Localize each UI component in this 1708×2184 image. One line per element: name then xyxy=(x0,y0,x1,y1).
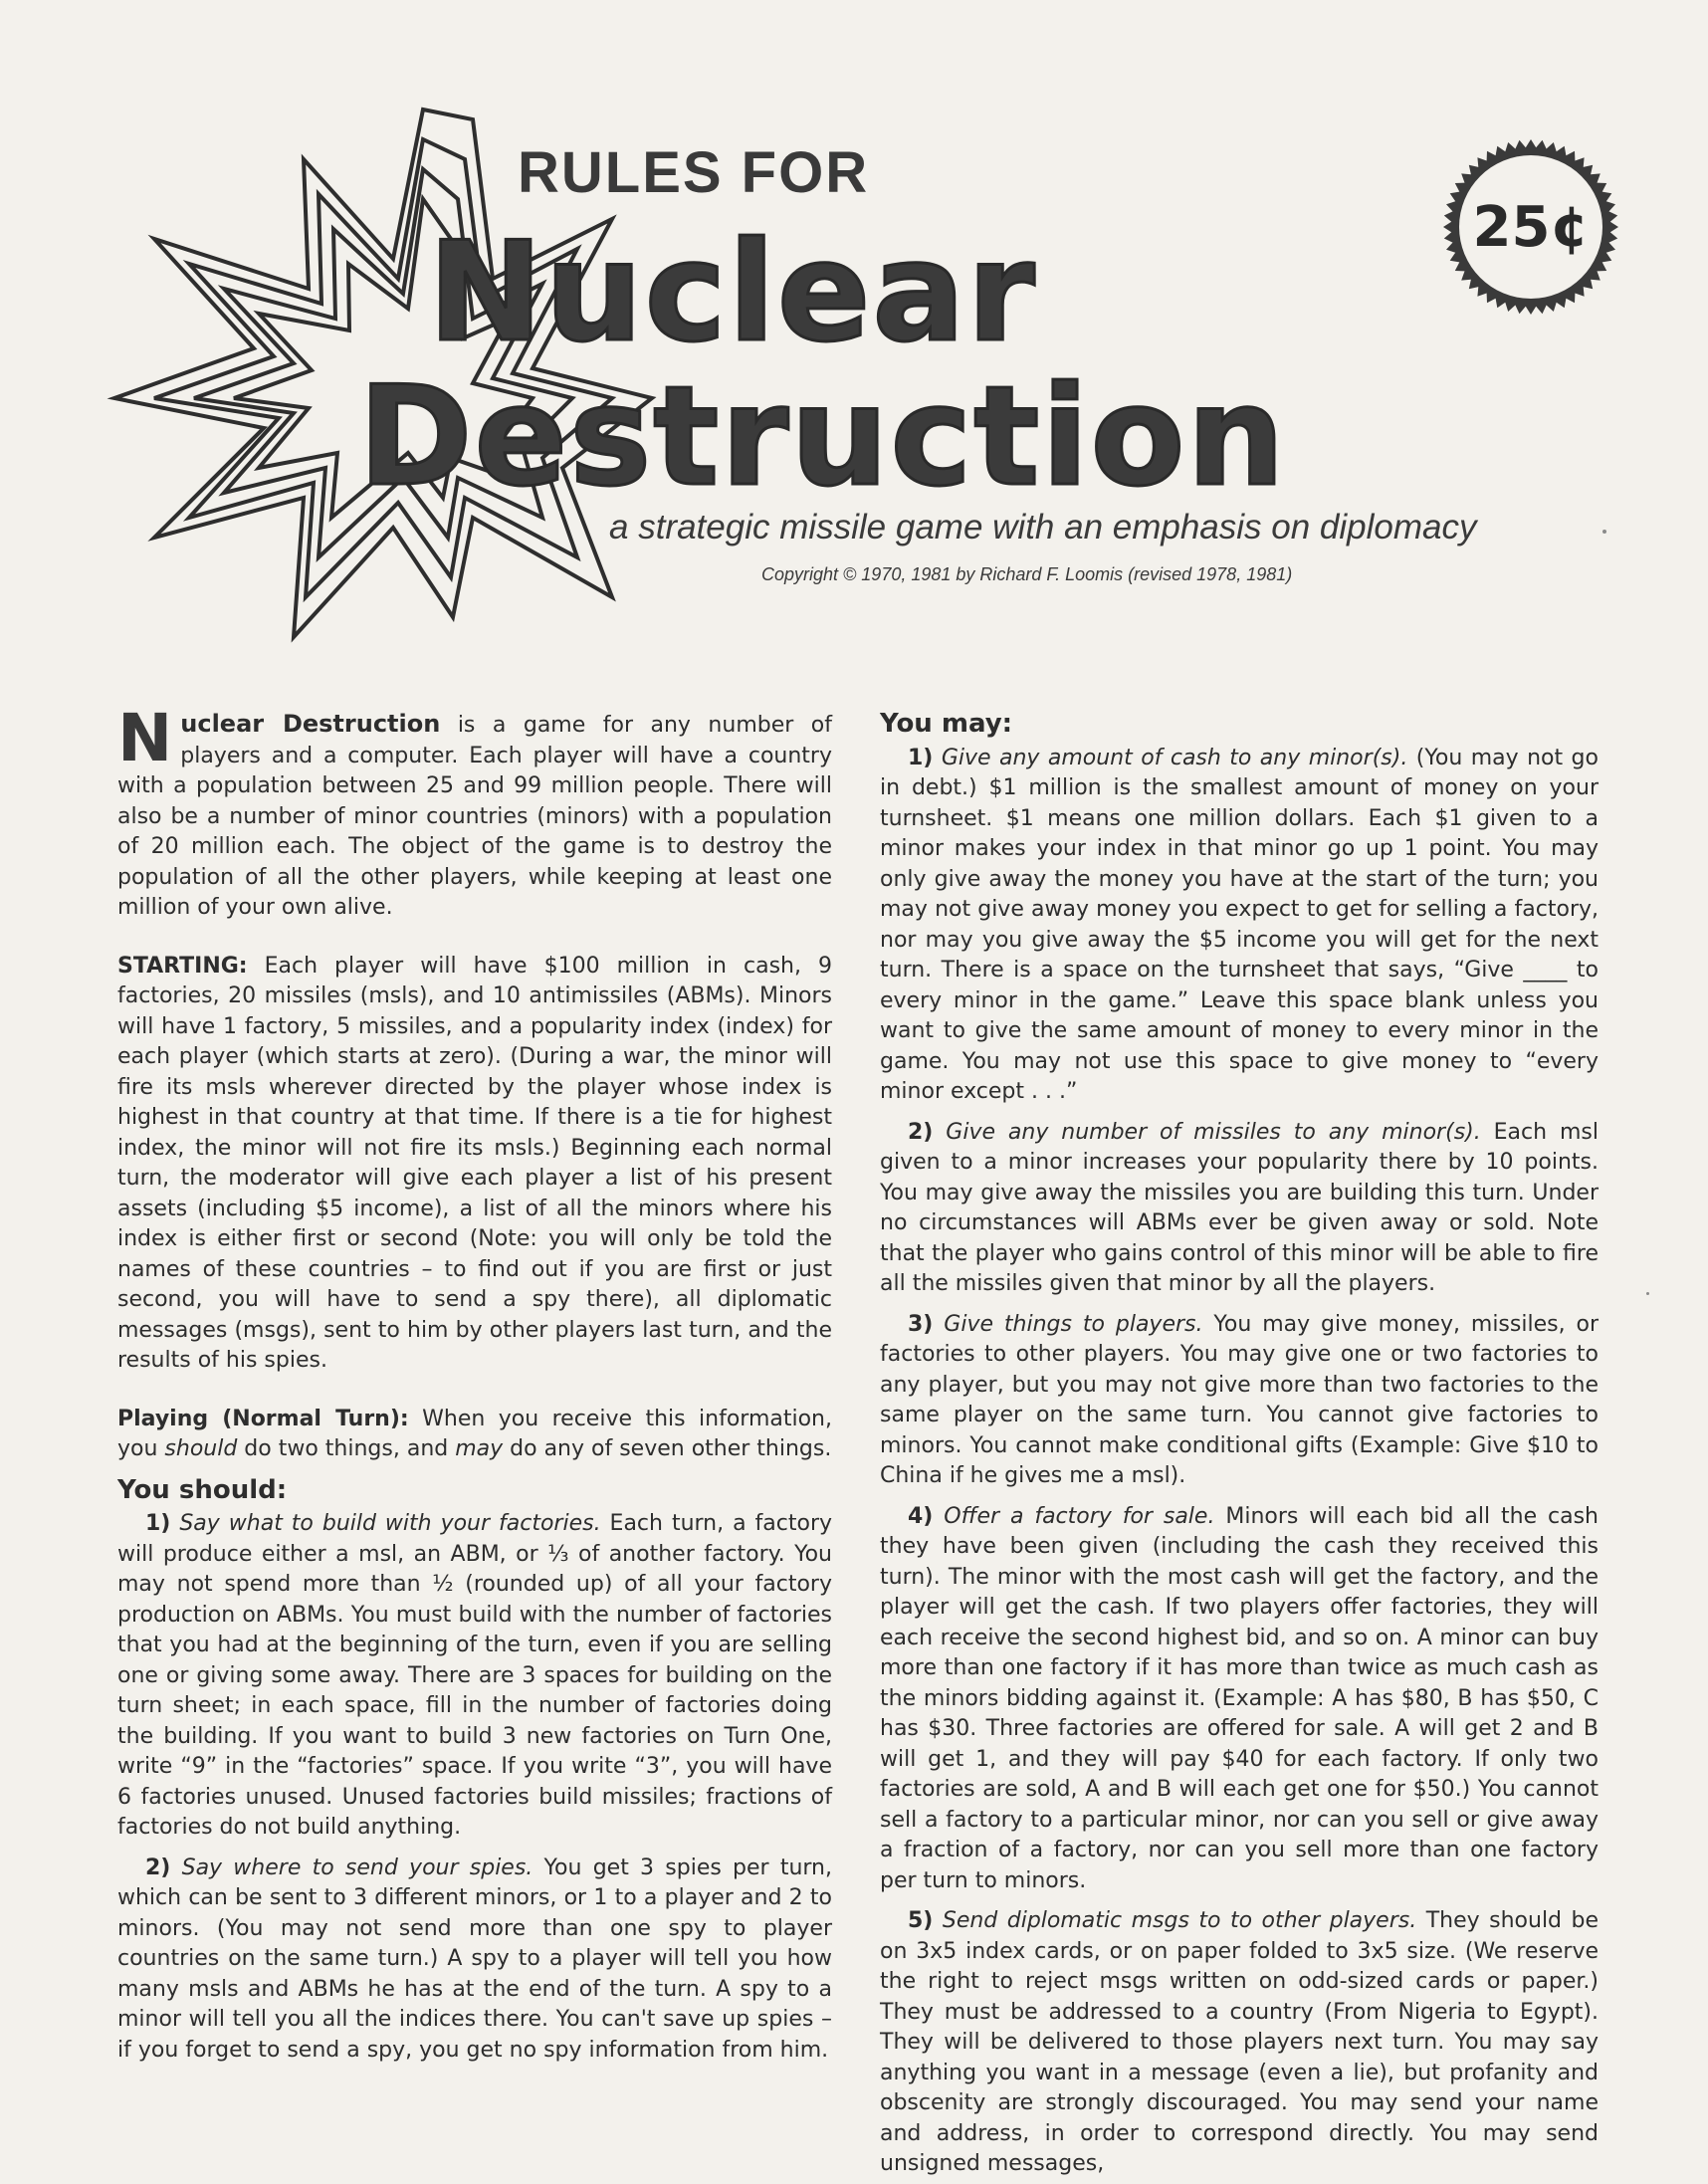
playing-text-a: When you receive this information, you xyxy=(117,1406,832,1461)
item-lead: Give things to players. xyxy=(933,1311,1203,1337)
title-nuclear: Nuclear xyxy=(428,212,1037,372)
playing-should: should xyxy=(164,1436,238,1461)
may-item-5 xyxy=(880,1906,1599,2180)
item-text: Minors will each bid all the cash they have been given (including the cash they received this turn). The minor with the most cash will get the factory, and the player will get the cash. If two players offer factories, they will each receive the second highest bid, and so on. A minor can buy more than one factory if it has more than twice as much cash as the minors bidding against it. (Example: A has $80, B has $50, C has $30. Three factories are offered for sale. A will get 2 and B will get 1, and they will pay $40 for each factory. If only two factories are sold, A and B will each get one for $50.) You cannot sell a factory to a particular minor, nor can you sell or give away a fraction of a factory, nor can you sell more than one factory per turn to minors. xyxy=(880,1503,1599,1893)
starting-text: Each player will have $100 million in cash, 9 factories, 20 missiles (msls), and 10 antimissiles (ABMs). Minors will have 1 factory, 5 missiles, and a popularity index (index) for each player (which starts at zero). (During a war, the minor will fire its msls wherever directed by the player whose index is highest in that country at that time. If there is a tie for highest index, the minor will not fire its msls.) Beginning each normal turn, the moderator will give each player a list of his present assets (including $5 income), a list of all the minors where his index is either first or second (Note: you will only be told the names of these countries – to find out if you are first or just second, you will have to send a spy there), all diplomatic messages (msgs), sent to him by other players last turn, and the results of his spies. xyxy=(117,953,832,1373)
you-should-heading: You should: xyxy=(117,1474,288,1505)
intro-lead: uclear Destruction xyxy=(180,710,441,738)
should-item-2 xyxy=(117,1854,832,2067)
item-number: 1) xyxy=(145,1511,171,1536)
item-text: They should be on 3x5 index cards, or on paper folded to 3x5 size. (We reserve the right to reject msgs written on odd-sized cards or paper.) They must be addressed to a country (From Nigeria to Egypt). They will be delivered to those players next turn. You may say anything you want in a message (even a lie), but profanity and obscenity are strongly discouraged. You may send your name and address, in order to correspond directly. You may send unsigned messages, xyxy=(880,1908,1599,2176)
price-label: 25¢ xyxy=(1472,194,1590,260)
item-lead: Give any number of missiles to any minor(s). xyxy=(933,1119,1481,1145)
item-lead: Give any amount of cash to any minor(s). xyxy=(933,745,1408,770)
item-text: You get 3 spies per turn, which can be sent to 3 different minors, or 1 to a player and 2 to minors. (You may not send more than one spy to player countries on the same turn.) A spy to a player will tell you how many msls and ABMs he has at the end of the turn. A spy to a minor will tell you all the indices there. You can't save up spies – if you forget to send a spy, you get no spy information from him. xyxy=(117,1855,832,2063)
item-number: 2) xyxy=(908,1119,934,1145)
playing-may: may xyxy=(455,1436,504,1461)
paper-speck xyxy=(1646,1292,1649,1295)
may-item-1 xyxy=(880,744,1599,1108)
may-item-4 xyxy=(880,1502,1599,1897)
item-text: Each msl given to a minor increases your popularity there by 10 points. You may give away the missiles you are building this turn. Under no circumstances will ABMs ever be given away or sold. Note that the player who gains control of this minor will be able to fire all the missiles given that minor by all the players. xyxy=(880,1119,1599,1296)
item-number: 4) xyxy=(908,1503,934,1529)
right-column xyxy=(880,709,1599,2180)
dropcap: N xyxy=(117,700,173,776)
may-item-3 xyxy=(880,1310,1599,1492)
item-text: (You may not go in debt.) $1 million is the smallest amount of money on your turnsheet. $1 means one million dollars. Each $1 given to a minor makes your index in that minor go up 1 point. You may only give away the money you have at the start of the turn; you may not give away money you expect to get for selling a factory, nor may you give away the $5 income you will get for the next turn. There is a space on the turnsheet that says, “Give ____ to every minor in the game.” Leave this space blank unless you want to give the same amount of money to every minor in the game. You may not use this space to give money to “every minor except . . .” xyxy=(880,745,1599,1104)
subtitle: a strategic missile game with an emphasis on diplomacy xyxy=(609,508,1477,546)
item-number: 1) xyxy=(908,745,934,770)
left-column xyxy=(117,700,833,2066)
item-lead: Offer a factory for sale. xyxy=(933,1503,1215,1529)
item-lead: Say where to send your spies. xyxy=(170,1855,534,1880)
playing-label: Playing (Normal Turn): xyxy=(117,1406,409,1431)
may-item-2 xyxy=(880,1118,1599,1300)
item-text: Each turn, a factory will produce either a msl, an ABM, or ⅓ of another factory. You may not spend more than ½ (rounded up) of all your factory production on ABMs. You must build with the number of factories that you had at the beginning of the turn, even if you are selling one or giving some away. There are 3 spaces for building on the turn sheet; in each space, fill in the number of factories doing the building. If you want to build 3 new factories on Turn One, write “9” in the “factories” space. If you write “3”, you will have 6 factories unused. Unused factories build missiles; fractions of factories do not build anything. xyxy=(117,1511,833,1840)
item-lead: Send diplomatic msgs to to other players. xyxy=(933,1908,1417,1933)
playing-text-c: do any of seven other things. xyxy=(503,1436,832,1461)
title-destruction: Destruction xyxy=(358,356,1287,517)
starting-label: STARTING: xyxy=(117,953,248,979)
should-item-1 xyxy=(117,1509,832,1844)
item-number: 2) xyxy=(145,1855,171,1880)
item-lead: Say what to build with your factories. xyxy=(170,1511,601,1536)
item-number: 5) xyxy=(908,1908,934,1933)
intro-text: is a game for any number of players and a computer. Each player will have a country with a population between 25 and 99 million people. There will also be a number of minor countries (minors) with a population of 20 million each. The object of the game is to destroy the population of all the other players, while keeping at least one million of your own alive. xyxy=(117,713,832,920)
playing-text-b: do two things, and xyxy=(237,1436,456,1461)
intro-paragraph xyxy=(117,700,832,924)
you-may-heading: You may: xyxy=(880,709,1013,739)
paper-speck xyxy=(1602,530,1606,534)
copyright-line: Copyright © 1970, 1981 by Richard F. Loomis (revised 1978, 1981) xyxy=(761,564,1293,584)
starting-paragraph xyxy=(117,952,832,1377)
rules-for-heading: RULES FOR xyxy=(518,140,870,205)
playing-paragraph xyxy=(117,1405,832,1465)
item-text: You may give money, missiles, or factories to other players. You may give one or two factories to any player, but you may not give more than two factories to the same player on the same turn. You cannot give factories to minors. You cannot make conditional gifts (Example: Give $10 to China if he gives me a msl). xyxy=(880,1311,1599,1488)
item-number: 3) xyxy=(908,1311,934,1337)
